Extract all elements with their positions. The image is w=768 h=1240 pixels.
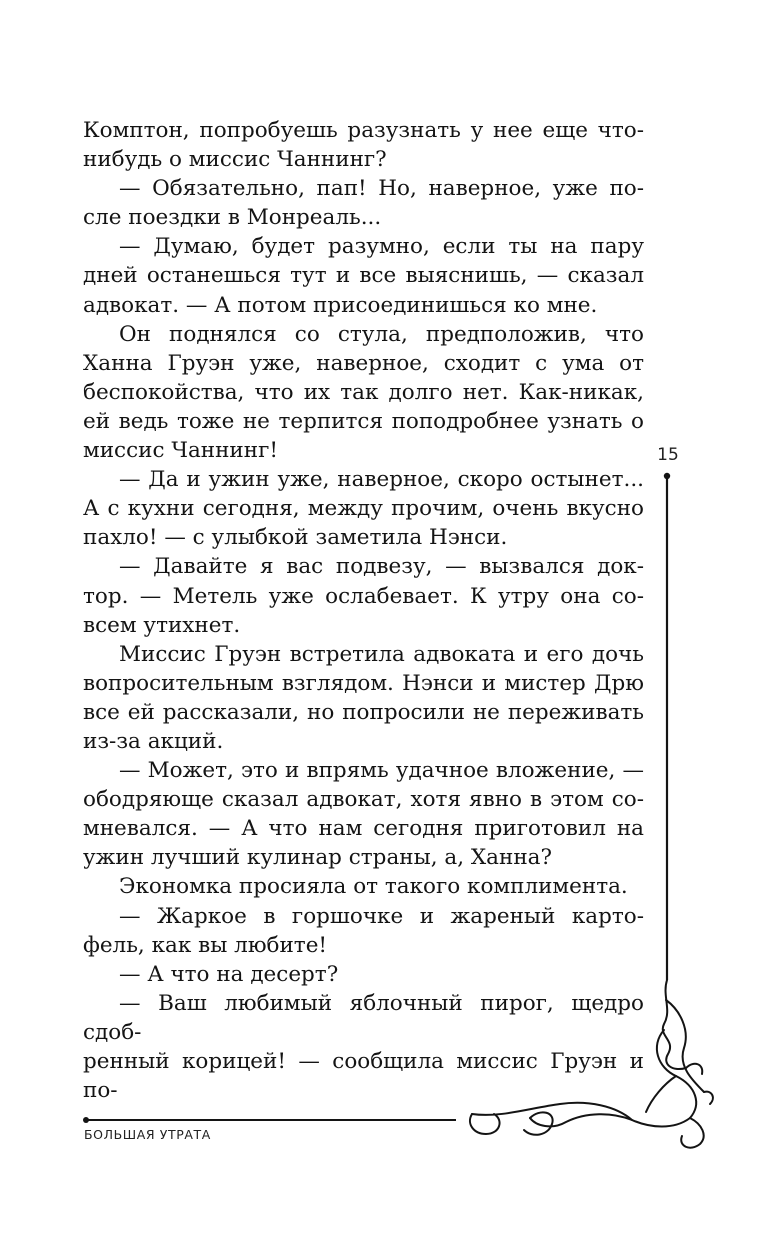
text-line: Комптон, попробуешь разузнать у нее еще что- [83, 118, 644, 143]
text-line: нибудь о миссис Чаннинг? [83, 147, 387, 173]
text-line: адвокат. — А потом присоединишься ко мне. [83, 292, 598, 318]
text-line: вопросительным взглядом. Нэнси и мистер Дрю [83, 670, 644, 696]
text-line: ужин лучший кулинар страны, а, Ханна? [83, 845, 552, 871]
text-line: дней останешься тут и все выяснишь, — сказал [83, 263, 644, 289]
text-line: ренный корицей! — сообщила миссис Груэн и по- [83, 1049, 644, 1104]
text-line: — А что на десерт? [119, 961, 339, 987]
text-line: Экономка просияла от такого комплимента. [119, 874, 628, 900]
text-line: ободряюще сказал адвокат, хотя явно в этом со- [83, 787, 644, 813]
body-text [83, 116, 644, 1105]
text-line: сле поездки в Монреаль... [83, 205, 382, 231]
text-line: Ханна Груэн уже, наверное, сходит с ума от [83, 350, 644, 376]
text-line: беспокойства, что их так долго нет. Как-никак, [83, 379, 644, 405]
text-line: — Ваш любимый яблочный пирог, щедро сдоб- [83, 990, 644, 1045]
text-line: А с кухни сегодня, между прочим, очень вкусно [83, 496, 644, 522]
text-line: — Давайте я вас подвезу, — вызвался док- [119, 554, 644, 580]
text-line: — Обязательно, пап! Но, наверное, уже по- [119, 176, 644, 202]
text-line: ей ведь тоже не терпится поподробнее узнать о [83, 408, 644, 434]
text-line: из-за акций. [83, 728, 224, 754]
text-line: — Может, это и впрямь удачное вложение, — [119, 758, 644, 784]
text-line: мневался. — А что нам сегодня приготовил на [83, 816, 644, 842]
text-line: тор. — Метель уже ослабевает. К утру она со- [83, 583, 644, 609]
text-line: миссис Чаннинг! [83, 438, 279, 464]
text-line: фель, как вы любите! [83, 932, 328, 958]
text-line: Он поднялся со стула, предположив, что [119, 321, 644, 347]
text-line: всем утихнет. [83, 612, 241, 638]
text-line: пахло! — с улыбкой заметила Нэнси. [83, 525, 508, 551]
text-line: — Жаркое в горшочке и жареный карто- [119, 903, 644, 929]
text-line: — Думаю, будет разумно, если ты на пару [119, 234, 644, 260]
running-footer-title: БОЛЬШАЯ УТРАТА [84, 1127, 211, 1142]
text-line: — Да и ужин уже, наверное, скоро остынет... [119, 467, 644, 493]
text-line: все ей рассказали, но попросили не переживать [83, 699, 644, 725]
text-line: Миссис Груэн встретила адвоката и его дочь [119, 641, 644, 667]
page-number: 15 [657, 445, 679, 465]
